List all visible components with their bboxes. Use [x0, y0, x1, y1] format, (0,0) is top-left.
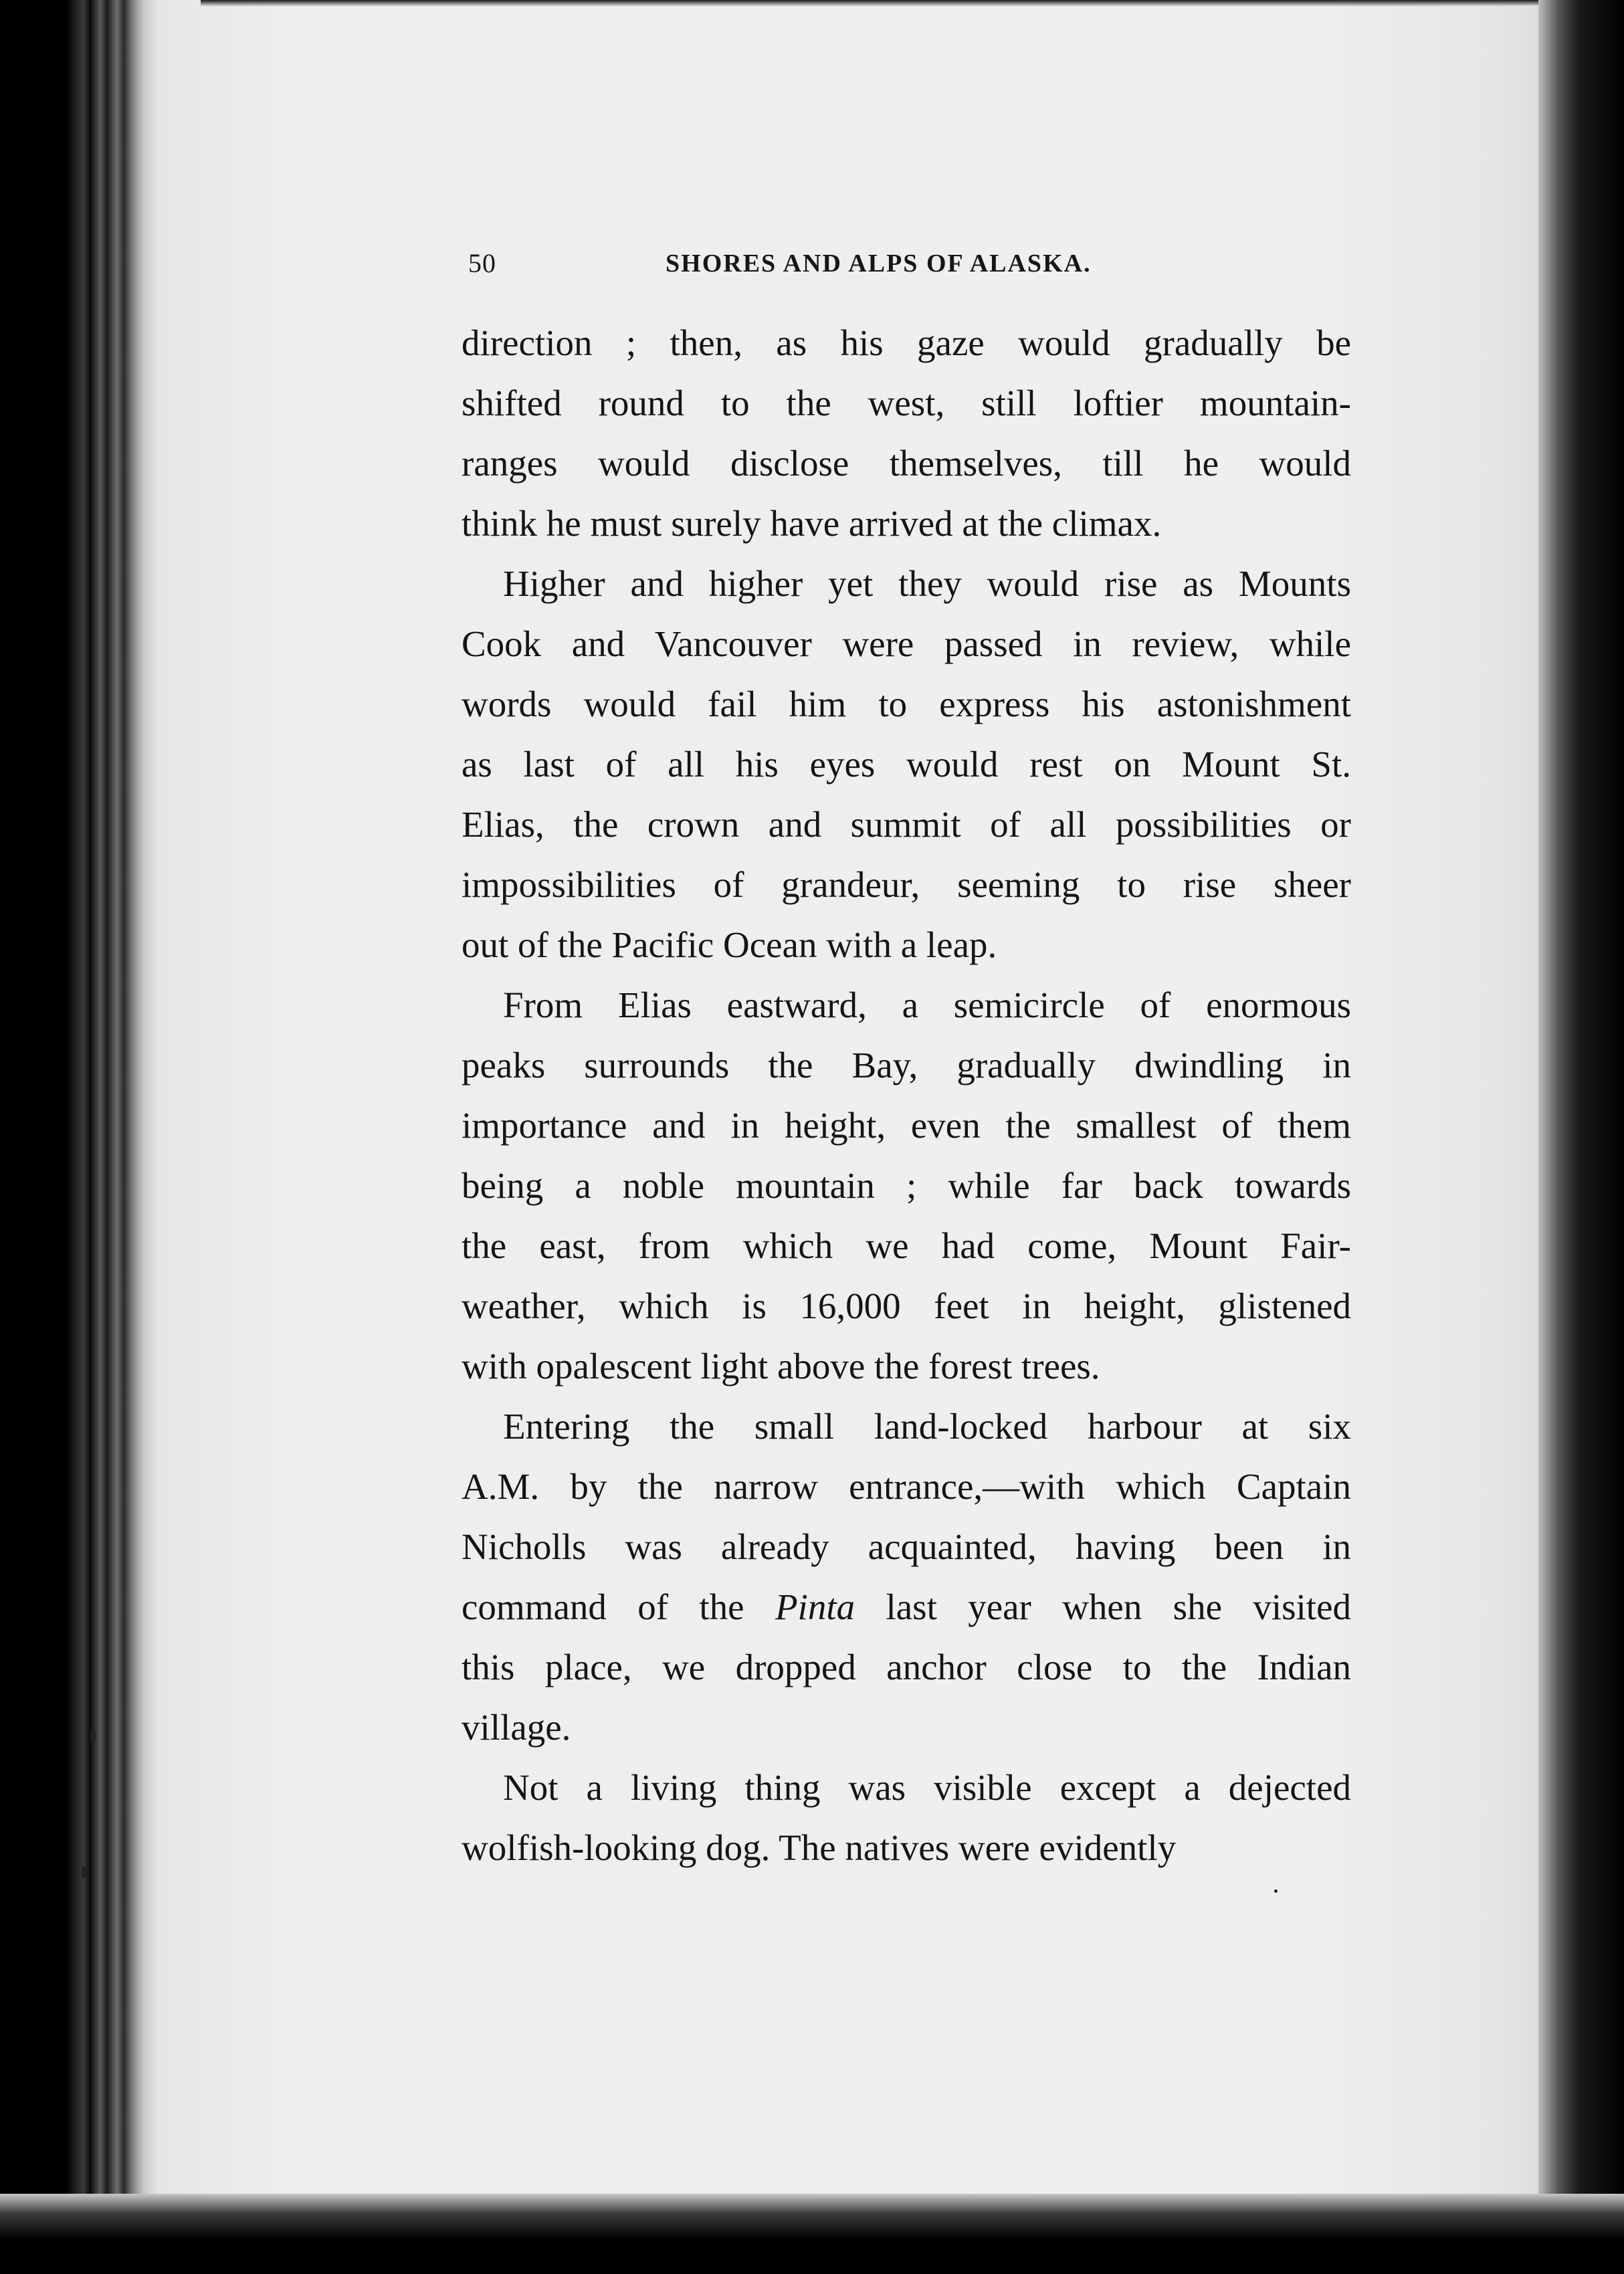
text-line: this place, we dropped anchor close to the Indian — [462, 1647, 1351, 1687]
right-page-shadow — [1538, 0, 1624, 2274]
text-line: Cook and Vancouver were passed in review, while — [462, 623, 1351, 664]
text-line: From Elias eastward, a semicircle of enormous — [503, 985, 1351, 1025]
text-line: peaks surrounds the Bay, gradually dwindling in — [462, 1045, 1351, 1086]
ink-speck — [90, 1729, 96, 1744]
text-line: impossibilities of grandeur, seeming to rise sheer — [462, 864, 1351, 905]
text-line: out of the Pacific Ocean with a leap. — [462, 924, 997, 965]
paragraph — [462, 975, 1351, 1397]
ink-speck — [82, 1866, 86, 1878]
text-line: importance and in height, even the smallest of them — [462, 1105, 1351, 1146]
text-line: Elias, the crown and summit of all possibilities or — [462, 804, 1351, 845]
text-line: being a noble mountain ; while far back towards — [462, 1165, 1351, 1206]
text-line: Entering the small land-locked harbour at six — [503, 1406, 1351, 1447]
text-line: weather, which is 16,000 feet in height, glistened — [462, 1285, 1351, 1326]
text-line: A.M. by the narrow entrance,—with which Captain — [462, 1466, 1351, 1507]
text-line: village. — [462, 1707, 571, 1748]
page-top-edge — [201, 0, 1552, 7]
running-head — [468, 247, 1351, 288]
text-line: wolfish-looking dog. The natives were evidently — [462, 1827, 1177, 1868]
paragraph — [462, 554, 1351, 975]
paragraph — [462, 1397, 1351, 1758]
text-line: shifted round to the west, still loftier mountain- — [462, 383, 1351, 423]
text-line: command of the Pinta last year when she visited — [462, 1586, 1351, 1627]
text-line: with opalescent light above the forest trees. — [462, 1346, 1100, 1386]
paragraph — [462, 1758, 1351, 1878]
text-line: Nicholls was already acquainted, having been in — [462, 1526, 1351, 1567]
text-line: as last of all his eyes would rest on Mount St. — [462, 744, 1351, 785]
text-line: ranges would disclose themselves, till he would — [462, 443, 1351, 484]
italic-text: Pinta — [775, 1586, 855, 1627]
text-line: words would fail him to express his astonishment — [462, 684, 1351, 724]
text-line: think he must surely have arrived at the climax. — [462, 503, 1162, 544]
running-head-title: SHORES AND ALPS OF ALASKA. — [666, 249, 1092, 278]
paragraph — [462, 313, 1351, 554]
page-number: 50 — [468, 248, 496, 278]
text-line: Higher and higher yet they would rise as Mounts — [503, 563, 1351, 604]
bottom-page-shadow — [0, 2194, 1624, 2274]
text-line: Not a living thing was visible except a dejected — [503, 1767, 1351, 1808]
text-line: direction ; then, as his gaze would gradually be — [462, 322, 1351, 363]
body-text — [462, 313, 1351, 1878]
text-line: the east, from which we had come, Mount Fair- — [462, 1225, 1351, 1266]
ink-speck — [1274, 1889, 1278, 1893]
small-caps-text: A.M. — [462, 1466, 540, 1507]
